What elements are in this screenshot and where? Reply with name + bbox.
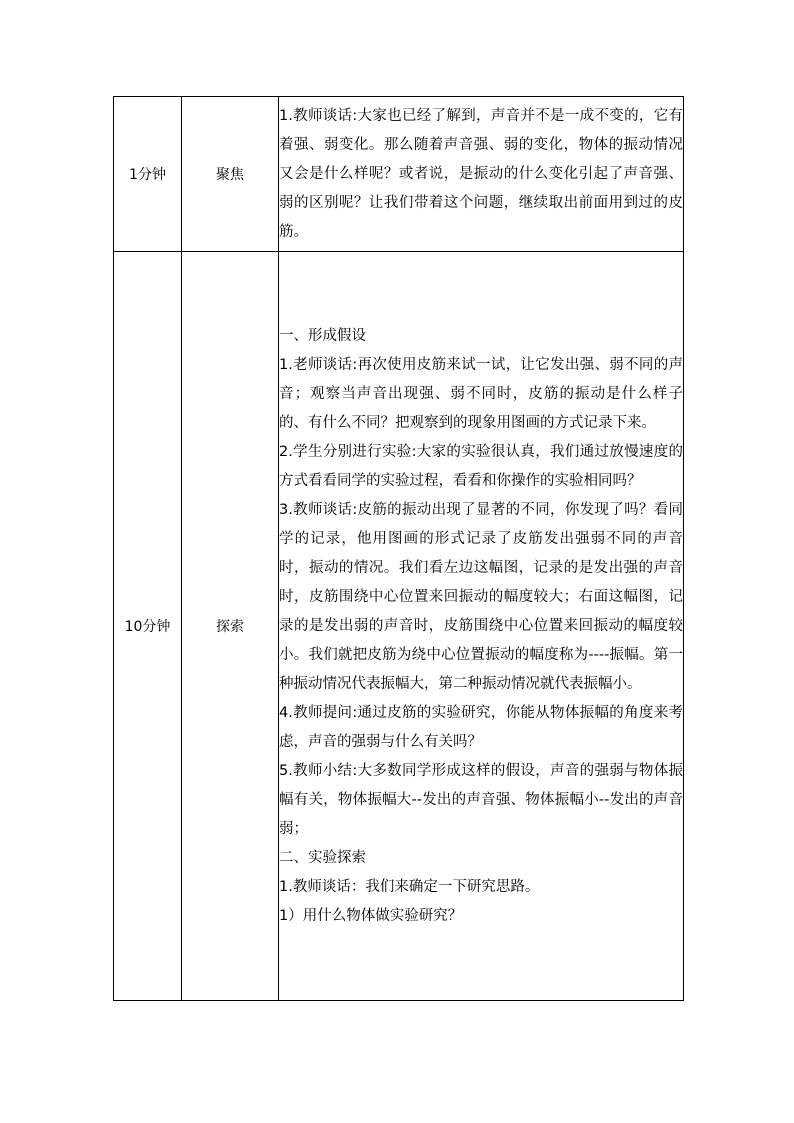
paragraph: 1.老师谈话:再次使用皮筋来试一试，让它发出强、弱不同的声音；观察当声音出现强、弱不同时，皮筋的振动是什么样子的、有什么不同？把观察到的现象用图画的方式记录下来。 — [279, 356, 683, 431]
stage-cell: 聚焦 — [182, 97, 279, 252]
lesson-plan-table — [113, 96, 684, 1001]
time-cell: 1分钟 — [114, 97, 182, 252]
content-cell — [279, 97, 684, 252]
table-row — [114, 252, 684, 1001]
paragraph: 5.教师小结:大多数同学形成这样的假设，声音的强弱与物体振幅有关，物体振幅大--发出的声音强、物体振幅小--发出的声音弱； — [279, 762, 683, 837]
paragraph: 4.教师提问:通过皮筋的实验研究，你能从物体振幅的角度来考虑，声音的强弱与什么有关吗？ — [279, 704, 683, 750]
section-heading: 一、形成假设 — [279, 327, 366, 344]
content-cell — [279, 252, 684, 1001]
paragraph: 2.学生分别进行实验:大家的实验很认真，我们通过放慢速度的方式看看同学的实验过程，看看和你操作的实验相同吗？ — [279, 443, 683, 489]
table-row — [114, 97, 684, 252]
paragraph: 1）用什么物体做实验研究？ — [279, 907, 463, 924]
time-cell: 10分钟 — [114, 252, 182, 1001]
stage-cell: 探索 — [182, 252, 279, 1001]
paragraph: 1.教师谈话:大家也已经了解到，声音并不是一成不变的，它有着强、弱变化。那么随着声音强、弱的变化，物体的振动情况又会是什么样呢？或者说，是振动的什么变化引起了声音强、弱的区别呢？让我们带着这个问题，继续取出前面用到过的皮筋。 — [279, 107, 683, 240]
paragraph: 1.教师谈话：我们来确定一下研究思路。 — [279, 878, 540, 895]
paragraph: 3.教师谈话:皮筋的振动出现了显著的不同，你发现了吗？看同学的记录，他用图画的形式记录了皮筋发出强弱不同的声音时，振动的情况。我们看左边这幅图，记录的是发出强的声音时，皮筋围绕中心位置来回振动的幅度较大；右面这幅图，记录的是发出弱的声音时，皮筋围绕中心位置来回振动的幅度较小。我们就把皮筋为绕中心位置振动的幅度称为----振幅。第一种振动情况代表振幅大，第二种振动情况就代表振幅小。 — [279, 501, 683, 692]
section-heading: 二、实验探索 — [279, 849, 366, 866]
